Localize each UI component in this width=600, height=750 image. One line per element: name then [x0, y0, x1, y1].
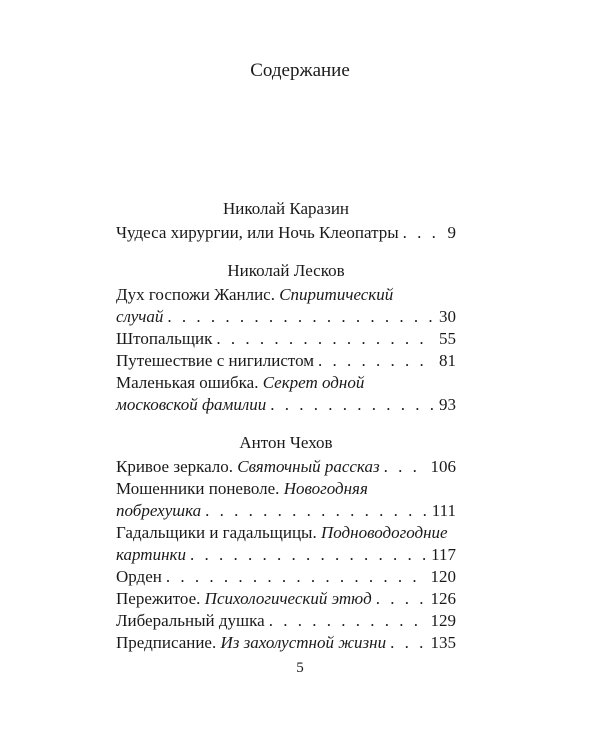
entry-title: Орден: [116, 567, 162, 586]
author-heading: Николай Каразин: [222, 199, 350, 218]
entry-subtitle: Святочный рассказ: [237, 457, 380, 476]
page-number: 126: [430, 589, 456, 608]
author-heading: Николай Лесков: [227, 261, 345, 280]
entry-title-line: [116, 478, 368, 500]
entry-subtitle-cont: побрехушка: [116, 501, 202, 520]
page-number: 30: [439, 307, 456, 326]
entry-title: Гадальщики и гадальщицы.: [116, 523, 317, 542]
page-number: 106: [430, 457, 456, 476]
dot-leader: [269, 610, 427, 632]
page-number: 55: [439, 329, 456, 348]
entry-subtitle-cont: случай: [116, 307, 164, 326]
toc-section: [116, 432, 456, 654]
toc-entry-line: [116, 222, 456, 244]
toc-entry[interactable]: [116, 372, 456, 416]
toc-entry-line: [116, 456, 456, 478]
entry-subtitle-cont: картинки: [116, 545, 186, 564]
toc-entry-line: [116, 500, 456, 522]
toc-entry[interactable]: [116, 222, 456, 244]
entry-title: Пережитое.: [116, 589, 201, 608]
entry-subtitle: Из захолустной жизни: [220, 633, 387, 652]
entry-subtitle-cont: московской фамилии: [116, 395, 267, 414]
toc-entry-line: [116, 566, 456, 588]
entry-title: Маленькая ошибка.: [116, 373, 259, 392]
entry-subtitle: Секрет одной: [262, 373, 365, 392]
entry-title-line: [116, 284, 393, 306]
toc-entry[interactable]: [116, 478, 456, 522]
dot-leader: [403, 222, 444, 244]
entry-subtitle: Подноводогодние: [320, 523, 448, 542]
entry-title: Штопальщик: [116, 329, 213, 348]
toc-entry[interactable]: [116, 456, 456, 478]
toc-entry[interactable]: [116, 328, 456, 350]
entry-title: Кривое зеркало.: [116, 457, 234, 476]
page-title: Содержание: [250, 60, 350, 81]
toc-entry-line: [116, 588, 456, 610]
toc-entry-line: [116, 372, 456, 394]
toc-entry[interactable]: [116, 588, 456, 610]
dot-leader: [270, 394, 435, 416]
page-number: 117: [431, 545, 456, 564]
entry-title-line: [116, 522, 448, 544]
dot-leader: [318, 350, 435, 372]
page-number: 120: [430, 567, 456, 586]
entry-title: Дух госпожи Жанлис.: [116, 285, 275, 304]
entry-title-line: [116, 588, 372, 610]
page-number: 93: [439, 395, 456, 414]
entry-title: Путешествие с нигилистом: [116, 351, 315, 370]
dot-leader: [205, 500, 428, 522]
page-number: 111: [431, 501, 456, 520]
toc-entry[interactable]: [116, 522, 456, 566]
toc-entry[interactable]: [116, 632, 456, 654]
entry-subtitle: Психологический этюд: [204, 589, 372, 608]
toc-entry[interactable]: [116, 610, 456, 632]
entry-title: Чудеса хирургии, или Ночь Клеопатры: [116, 223, 399, 242]
toc-entry-line: [116, 632, 456, 654]
dot-leader: [167, 306, 435, 328]
dot-leader: [376, 588, 427, 610]
dot-leader: [190, 544, 427, 566]
dot-leader: [216, 328, 435, 350]
toc-entry-line: [116, 284, 456, 306]
toc-entry-line: [116, 306, 456, 328]
toc-entry-line: [116, 544, 456, 566]
author-heading: Антон Чехов: [239, 433, 333, 452]
dot-leader: [166, 566, 427, 588]
toc-entry-line: [116, 394, 456, 416]
toc-entry-line: [116, 350, 456, 372]
toc-entry-line: [116, 610, 456, 632]
entry-title-line: [116, 372, 364, 394]
page-number: 135: [430, 633, 456, 652]
toc-entry[interactable]: [116, 284, 456, 328]
page-number: 81: [439, 351, 456, 370]
page-number: 9: [447, 223, 456, 242]
page-number: 129: [430, 611, 456, 630]
entry-subtitle: Новогодняя: [283, 479, 368, 498]
table-of-contents: [116, 198, 456, 670]
toc-entry-line: [116, 522, 456, 544]
entry-title: Либеральный душка: [116, 611, 265, 630]
entry-subtitle: Спиритический: [279, 285, 394, 304]
toc-section: [116, 198, 456, 244]
entry-title-line: [116, 632, 386, 654]
entry-title-line: [116, 456, 380, 478]
page-folio-number: 5: [296, 660, 304, 676]
dot-leader: [384, 456, 427, 478]
toc-entry-line: [116, 478, 456, 500]
toc-entry[interactable]: [116, 566, 456, 588]
toc-entry[interactable]: [116, 350, 456, 372]
dot-leader: [390, 632, 426, 654]
entry-title: Мошенники поневоле.: [116, 479, 280, 498]
toc-section: [116, 260, 456, 416]
toc-entry-line: [116, 328, 456, 350]
entry-title: Предписание.: [116, 633, 217, 652]
